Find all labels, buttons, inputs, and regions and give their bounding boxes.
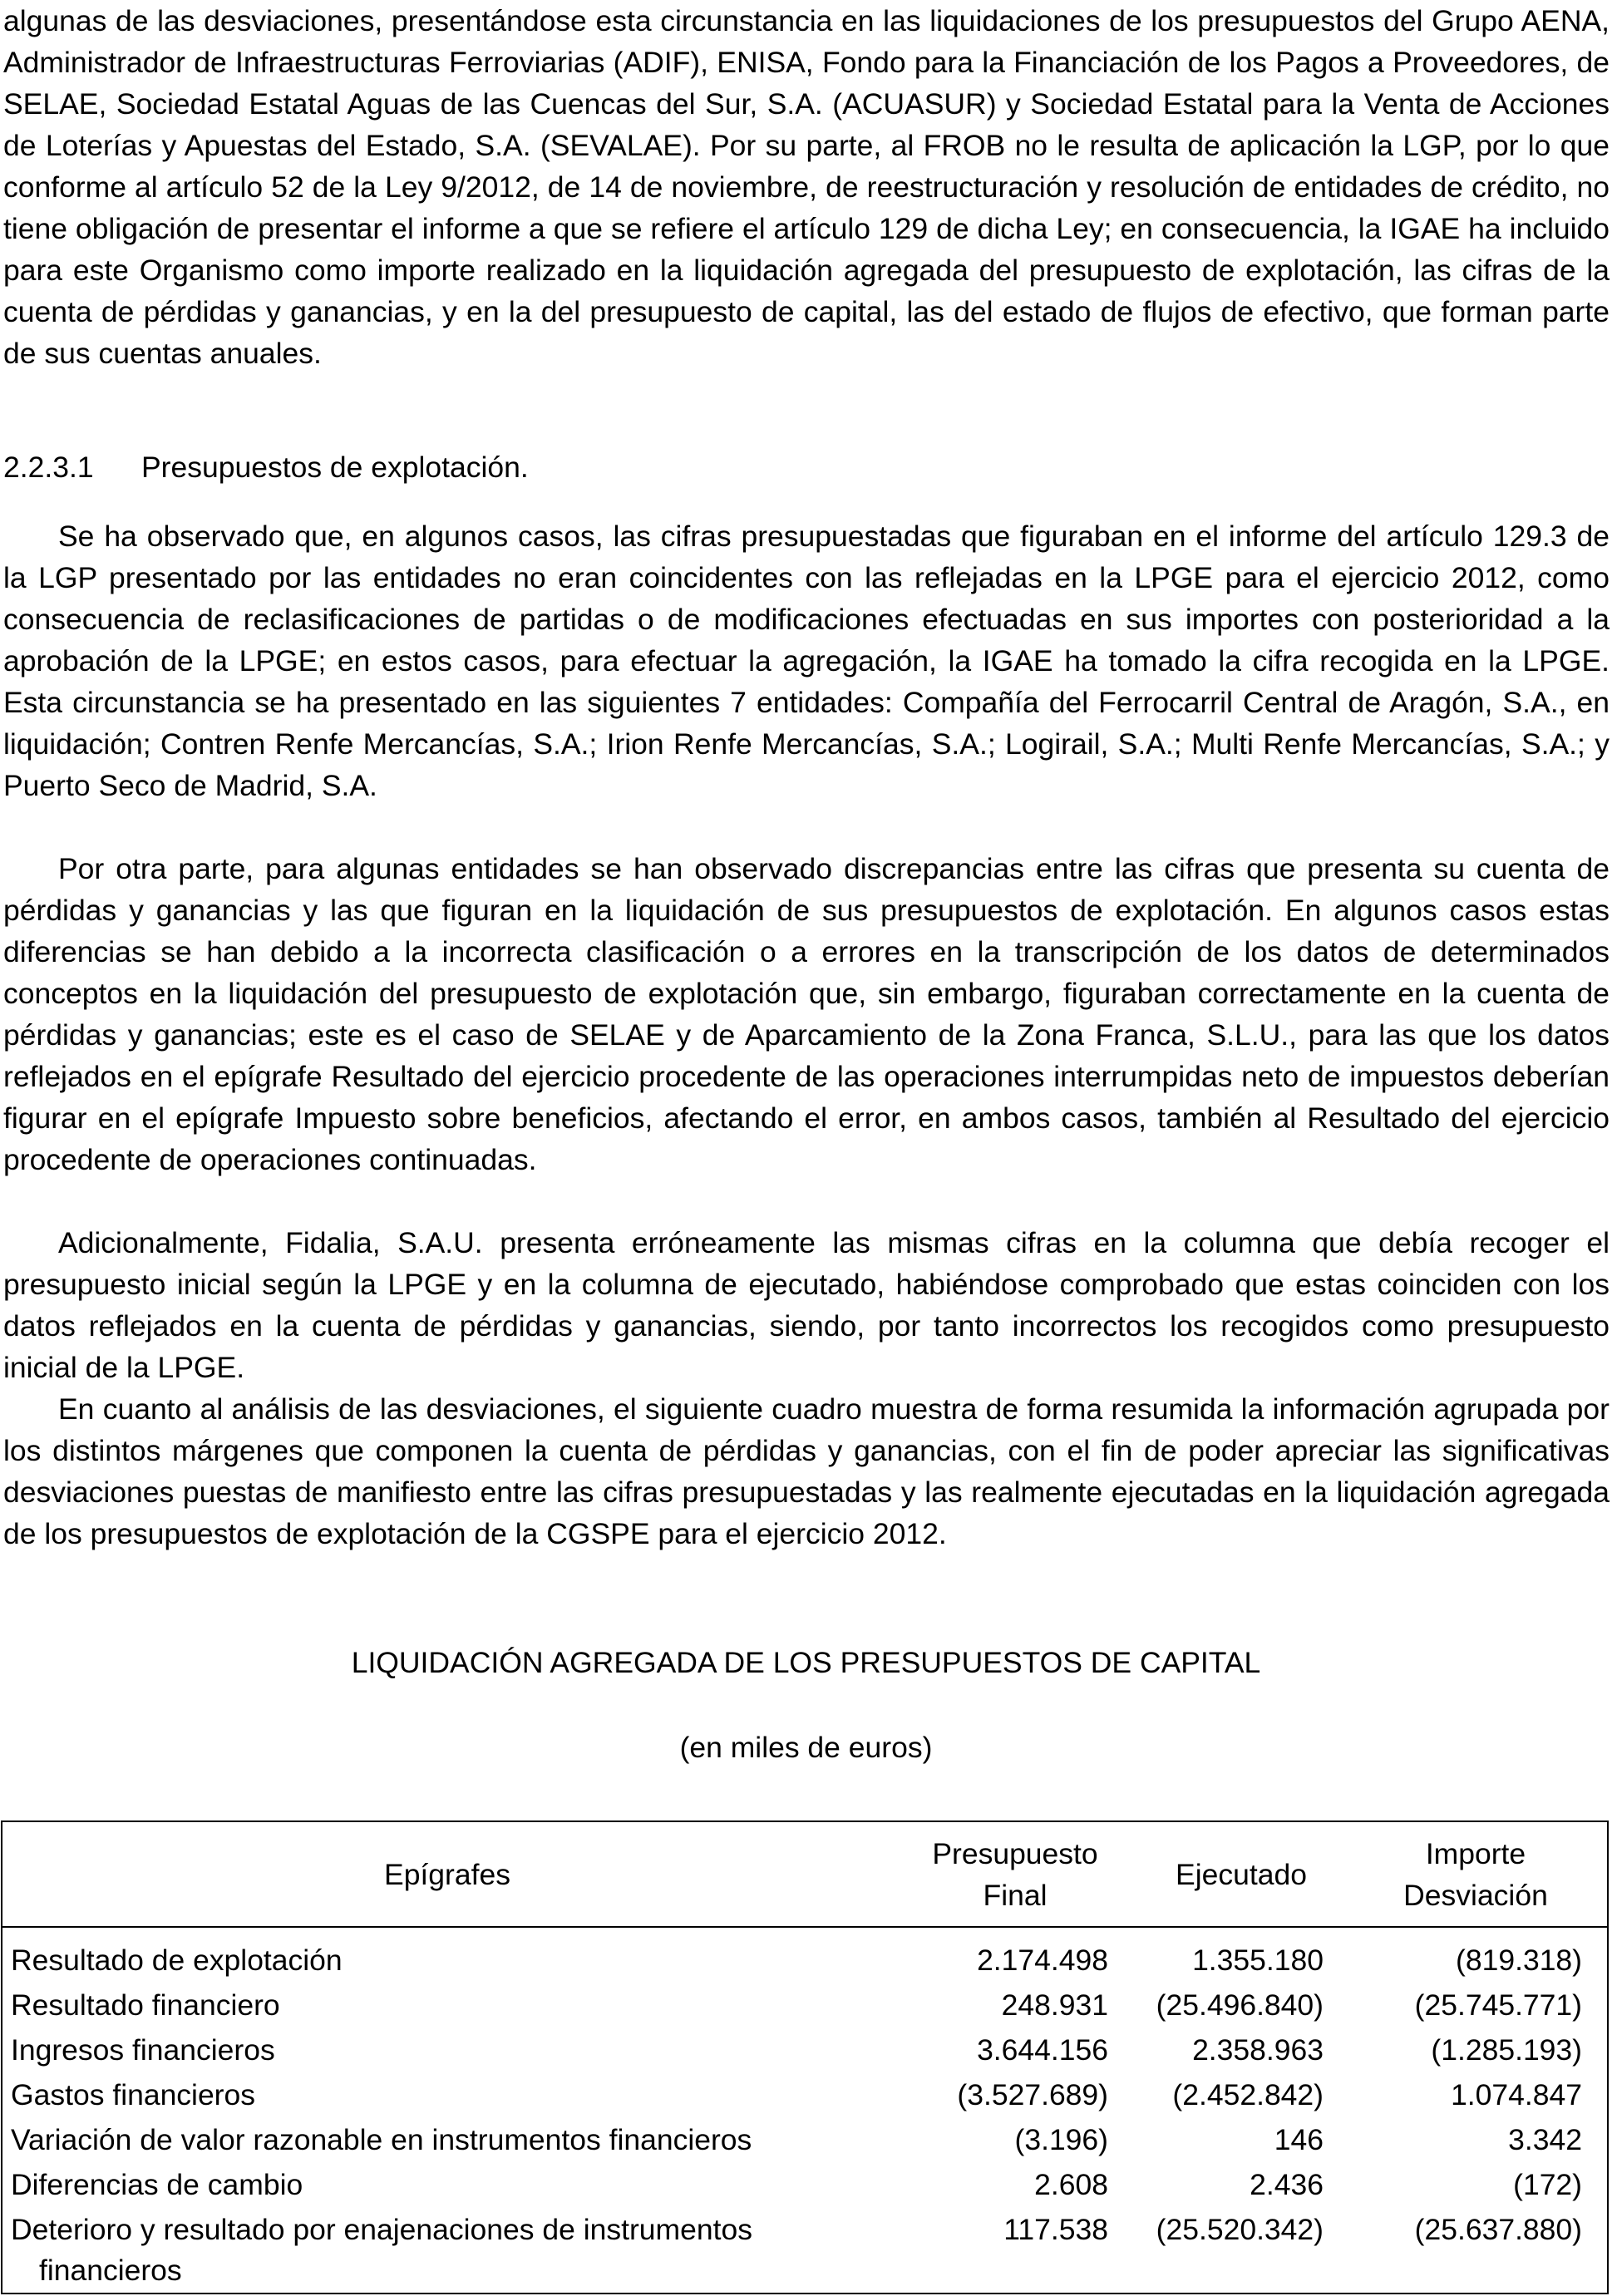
paragraph-fidalia: Adicionalmente, Fidalia, S.A.U. presenta erróneamente las mismas cifras en la columna que debía recoger el presupuesto inicial según la LPGE y en la columna de ejecutado, habiéndose comprobado que estas coinciden con los datos reflejados en la cuenta de pérdidas y ganancias, siendo, por tanto incorrectos los recogidos como presupuesto inicial de la LPGE. bbox=[3, 1226, 1610, 1384]
row-label: Resultado de explotación bbox=[11, 1944, 343, 1977]
cell-desviacion: 3.342 bbox=[1508, 2123, 1582, 2156]
cell-desviacion: 1.074.847 bbox=[1451, 2078, 1582, 2111]
table-subtitle: (en miles de euros) bbox=[679, 1731, 933, 1764]
row-label bbox=[11, 2210, 875, 2291]
header-importe-label bbox=[1403, 1833, 1548, 1916]
header-importe-line2: Desviación bbox=[1403, 1878, 1548, 1912]
table-row bbox=[2, 2030, 1607, 2075]
row-label-line2: financieros bbox=[39, 2254, 182, 2287]
cell-presupuesto: 2.174.498 bbox=[977, 1944, 1108, 1977]
cell-desviacion: (25.745.771) bbox=[1414, 1988, 1582, 2022]
cell-presupuesto: 117.538 bbox=[1003, 2213, 1108, 2246]
cell-desviacion: (172) bbox=[1513, 2168, 1582, 2201]
liquidacion-table bbox=[1, 1821, 1609, 2294]
section-title: Presupuestos de explotación. bbox=[141, 451, 529, 484]
cell-presupuesto: 248.931 bbox=[1001, 1988, 1108, 2022]
table-row bbox=[2, 2120, 1607, 2165]
cell-ejecutado: (25.520.342) bbox=[1156, 2213, 1324, 2246]
cell-ejecutado: 2.436 bbox=[1250, 2168, 1324, 2201]
table-header bbox=[2, 1822, 1607, 1928]
header-presupuesto-final bbox=[892, 1822, 1138, 1926]
table-body bbox=[2, 1940, 1607, 2296]
header-epigrafes-label: Epígrafes bbox=[384, 1857, 510, 1891]
cell-desviacion: (25.637.880) bbox=[1414, 2213, 1582, 2246]
paragraph-cifras-presupuestadas: Se ha observado que, en algunos casos, las cifras presupuestadas que figuraban en el informe del artículo 129.3 de la LGP presentado por las entidades no eran coincidentes con las reflejadas en la LPGE para el ejercicio 2012, como consecuencia de reclasificaciones de partidas o de modificaciones efectuadas en sus importes con posterioridad a la aprobación de la LPGE; en estos casos, para efectuar la agregación, la IGAE ha tomado la cifra recogida en la LPGE. Esta circunstancia se ha presentado en las siguientes 7 entidades: Compañía del Ferrocarril Central de Aragón, S.A., en liquidación; Contren Renfe Mercancías, S.A.; Irion Renfe Mercancías, S.A.; Logirail, S.A.; Multi Renfe Mercancías, S.A.; y Puerto Seco de Madrid, S.A. bbox=[3, 520, 1610, 802]
row-label: Gastos financieros bbox=[11, 2078, 256, 2111]
row-label: Variación de valor razonable en instrumentos financieros bbox=[11, 2123, 752, 2156]
cell-ejecutado: 146 bbox=[1274, 2123, 1324, 2156]
cell-presupuesto: (3.196) bbox=[1014, 2123, 1108, 2156]
table-title: LIQUIDACIÓN AGREGADA DE LOS PRESUPUESTOS DE CAPITAL bbox=[351, 1646, 1261, 1679]
header-presupuesto-line2: Final bbox=[983, 1878, 1048, 1912]
table-row bbox=[2, 2075, 1607, 2120]
paragraph-discrepancias: Por otra parte, para algunas entidades se han observado discrepancias entre las cifras que presenta su cuenta de pérdidas y ganancias y las que figuran en la liquidación de sus presupuestos de explotación. En algunos casos estas diferencias se han debido a la incorrecta clasificación o a errores en la transcripción de los datos de determinados conceptos en la liquidación del presupuesto de explotación que, sin embargo, figuraban correctamente en la cuenta de pérdidas y ganancias; este es el caso de SELAE y de Aparcamiento de la Zona Franca, S.L.U., para las que los datos reflejados en el epígrafe Resultado del ejercicio procedente de las operaciones interrumpidas neto de impuestos deberían figurar en el epígrafe Impuesto sobre beneficios, afectando el error, en ambos casos, también al Resultado del ejercicio procedente de operaciones continuadas. bbox=[3, 852, 1610, 1176]
row-label: Diferencias de cambio bbox=[11, 2168, 303, 2201]
paragraph-desviaciones: algunas de las desviaciones, presentándose esta circunstancia en las liquidaciones de los presupuestos del Grupo AENA, Administrador de Infraestructuras Ferroviarias (ADIF), ENISA, Fondo para la Financiación de los Pagos a Proveedores, de SELAE, Sociedad Estatal Aguas de las Cuencas del Sur, S.A. (ACUASUR) y Sociedad Estatal para la Venta de Acciones de Loterías y Apuestas del Estado, S.A. (SEVALAE). Por su parte, al FROB no le resulta de aplicación la LGP, por lo que conforme al artículo 52 de la Ley 9/2012, de 14 de noviembre, de reestructuración y resolución de entidades de crédito, no tiene obligación de presentar el informe a que se refiere el artículo 129 de dicha Ley; en consecuencia, la IGAE ha incluido para este Organismo como importe realizado en la liquidación agregada del presupuesto de explotación, las cifras de la cuenta de pérdidas y ganancias, y en la del presupuesto de capital, las del estado de flujos de efectivo, que forman parte de sus cuentas anuales. bbox=[3, 4, 1610, 370]
paragraph-analisis-desviaciones: En cuanto al análisis de las desviaciones, el siguiente cuadro muestra de forma resumida la información agrupada por los distintos márgenes que componen la cuenta de pérdidas y ganancias, con el fin de poder apreciar las significativas desviaciones puestas de manifiesto entre las cifras presupuestadas y las realmente ejecutadas en la liquidación agregada de los presupuestos de explotación de la CGSPE para el ejercicio 2012. bbox=[3, 1392, 1610, 1550]
header-presupuesto-line1: Presupuesto bbox=[932, 1836, 1098, 1870]
row-label: Resultado financiero bbox=[11, 1988, 280, 2022]
cell-ejecutado: (2.452.842) bbox=[1172, 2078, 1324, 2111]
table-row bbox=[2, 1985, 1607, 2030]
cell-ejecutado: 1.355.180 bbox=[1192, 1944, 1324, 1977]
header-importe-desviacion bbox=[1344, 1822, 1607, 1926]
table-row bbox=[2, 2210, 1607, 2296]
cell-presupuesto: (3.527.689) bbox=[957, 2078, 1108, 2111]
cell-presupuesto: 3.644.156 bbox=[977, 2033, 1108, 2067]
cell-desviacion: (819.318) bbox=[1456, 1944, 1582, 1977]
table-row bbox=[2, 1940, 1607, 1985]
header-importe-line1: Importe bbox=[1425, 1836, 1526, 1870]
cell-ejecutado: (25.496.840) bbox=[1156, 1988, 1324, 2022]
section-number: 2.2.3.1 bbox=[3, 451, 94, 484]
cell-desviacion: (1.285.193) bbox=[1431, 2033, 1582, 2067]
header-epigrafes bbox=[2, 1822, 892, 1926]
section-heading bbox=[3, 446, 529, 488]
table-row bbox=[2, 2165, 1607, 2210]
row-label: Ingresos financieros bbox=[11, 2033, 275, 2067]
header-ejecutado bbox=[1138, 1822, 1344, 1926]
header-presupuesto-label bbox=[932, 1833, 1097, 1916]
cell-presupuesto: 2.608 bbox=[1034, 2168, 1108, 2201]
cell-ejecutado: 2.358.963 bbox=[1192, 2033, 1324, 2067]
row-label-line1: Deterioro y resultado por enajenaciones de instrumentos bbox=[11, 2213, 752, 2246]
header-ejecutado-label: Ejecutado bbox=[1176, 1857, 1307, 1891]
